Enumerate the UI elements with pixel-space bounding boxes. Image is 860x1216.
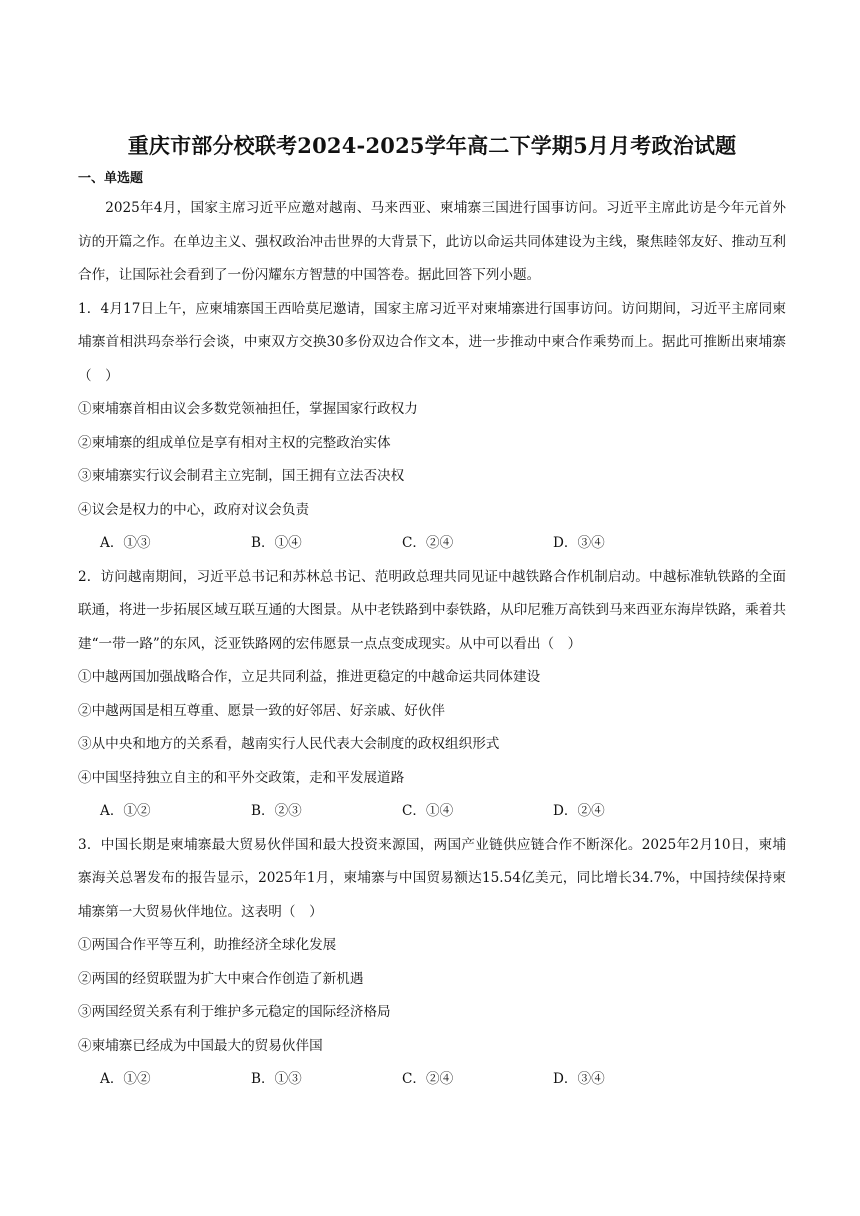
statement-option: ①柬埔寨首相由议会多数党领袖担任，掌握国家行政权力 (78, 401, 418, 417)
statement-option: ②中越两国是相互尊重、愿景一致的好邻居、好亲戚、好伙伴 (78, 702, 446, 719)
page-title: 重庆市部分校联考2024-2025学年高二下学期5月月考政治试题 (127, 133, 737, 158)
statement-option: ①两国合作平等互利，助推经济全球化发展 (78, 937, 337, 953)
choice-b: B．②③ (251, 803, 302, 819)
choice-d: D．③④ (553, 535, 605, 551)
statement-option: ③两国经贸关系有利于维护多元稳定的国际经济格局 (78, 1004, 391, 1020)
choice-b: B．①④ (251, 535, 302, 551)
choice-c: C．②④ (402, 1071, 454, 1087)
section-heading: 一、单选题 (78, 171, 144, 186)
choice-a: A．①② (100, 1071, 151, 1087)
answer-choices (78, 527, 786, 561)
choice-b: B．①③ (251, 1071, 302, 1087)
statement-option: ④柬埔寨已经成为中国最大的贸易伙伴国 (78, 1037, 323, 1054)
choice-c: C．①④ (402, 803, 454, 819)
statement-option: ①中越两国加强战略合作，立足共同利益，推进更稳定的中越命运共同体建设 (78, 669, 541, 685)
exam-page (78, 130, 786, 1097)
statement-option: ③柬埔寨实行议会制君主立宪制，国王拥有立法否决权 (78, 468, 405, 484)
statement-option: ③从中央和地方的关系看，越南实行人民代表大会制度的政权组织形式 (78, 736, 500, 752)
choice-d: D．②④ (553, 803, 605, 819)
choice-a: A．①③ (100, 535, 151, 551)
question-block (78, 829, 786, 1097)
answer-choices (78, 795, 786, 829)
question-block (78, 561, 786, 829)
question-block (78, 293, 786, 561)
question-stem: 2．访问越南期间，习近平总书记和苏林总书记、范明政总理共同见证中越铁路合作机制启动。中越标准轨铁路的全面联通，将进一步拓展区域互联互通的大图景。从中老铁路到中泰铁路，从印尼雅万高铁到马来西亚东海岸铁路，乘着共建“一带一路”的东风，泛亚铁路网的宏伟愿景一点点变成现实。从中可以看出（ ） (78, 568, 786, 652)
statement-option: ②柬埔寨的组成单位是享有相对主权的完整政治实体 (78, 434, 391, 451)
intro-paragraph: 2025年4月，国家主席习近平应邀对越南、马来西亚、柬埔寨三国进行国事访问。习近平主席此访是今年元首外访的开篇之作。在单边主义、强权政治冲击世界的大背景下，此访以命运共同体建设为主线，聚焦睦邻友好、推动互利合作，让国际社会看到了一份闪耀东方智慧的中国答卷。据此回答下列小题。 (78, 200, 786, 283)
choice-a: A．①② (100, 803, 151, 819)
answer-choices (78, 1063, 786, 1097)
choice-d: D．③④ (553, 1071, 605, 1087)
statement-option: ④中国坚持独立自主的和平外交政策，走和平发展道路 (78, 769, 405, 786)
question-stem: 1．4月17日上午，应柬埔寨国王西哈莫尼邀请，国家主席习近平对柬埔寨进行国事访问。访问期间，习近平主席同柬埔寨首相洪玛奈举行会谈，中柬双方交换30多份双边合作文本，进一步推动中柬合作乘势而上。据此可推断出柬埔寨（ ） (78, 300, 786, 384)
statement-option: ④议会是权力的中心，政府对议会负责 (78, 501, 310, 518)
choice-c: C．②④ (402, 535, 454, 551)
question-stem: 3．中国长期是柬埔寨最大贸易伙伴国和最大投资来源国，两国产业链供应链合作不断深化。2025年2月10日，柬埔寨海关总署发布的报告显示，2025年1月，柬埔寨与中国贸易额达15.54亿美元，同比增长34.7%，中国持续保持柬埔寨第一大贸易伙伴地位。这表明（ ） (78, 836, 786, 920)
statement-option: ②两国的经贸联盟为扩大中柬合作创造了新机遇 (78, 970, 364, 987)
